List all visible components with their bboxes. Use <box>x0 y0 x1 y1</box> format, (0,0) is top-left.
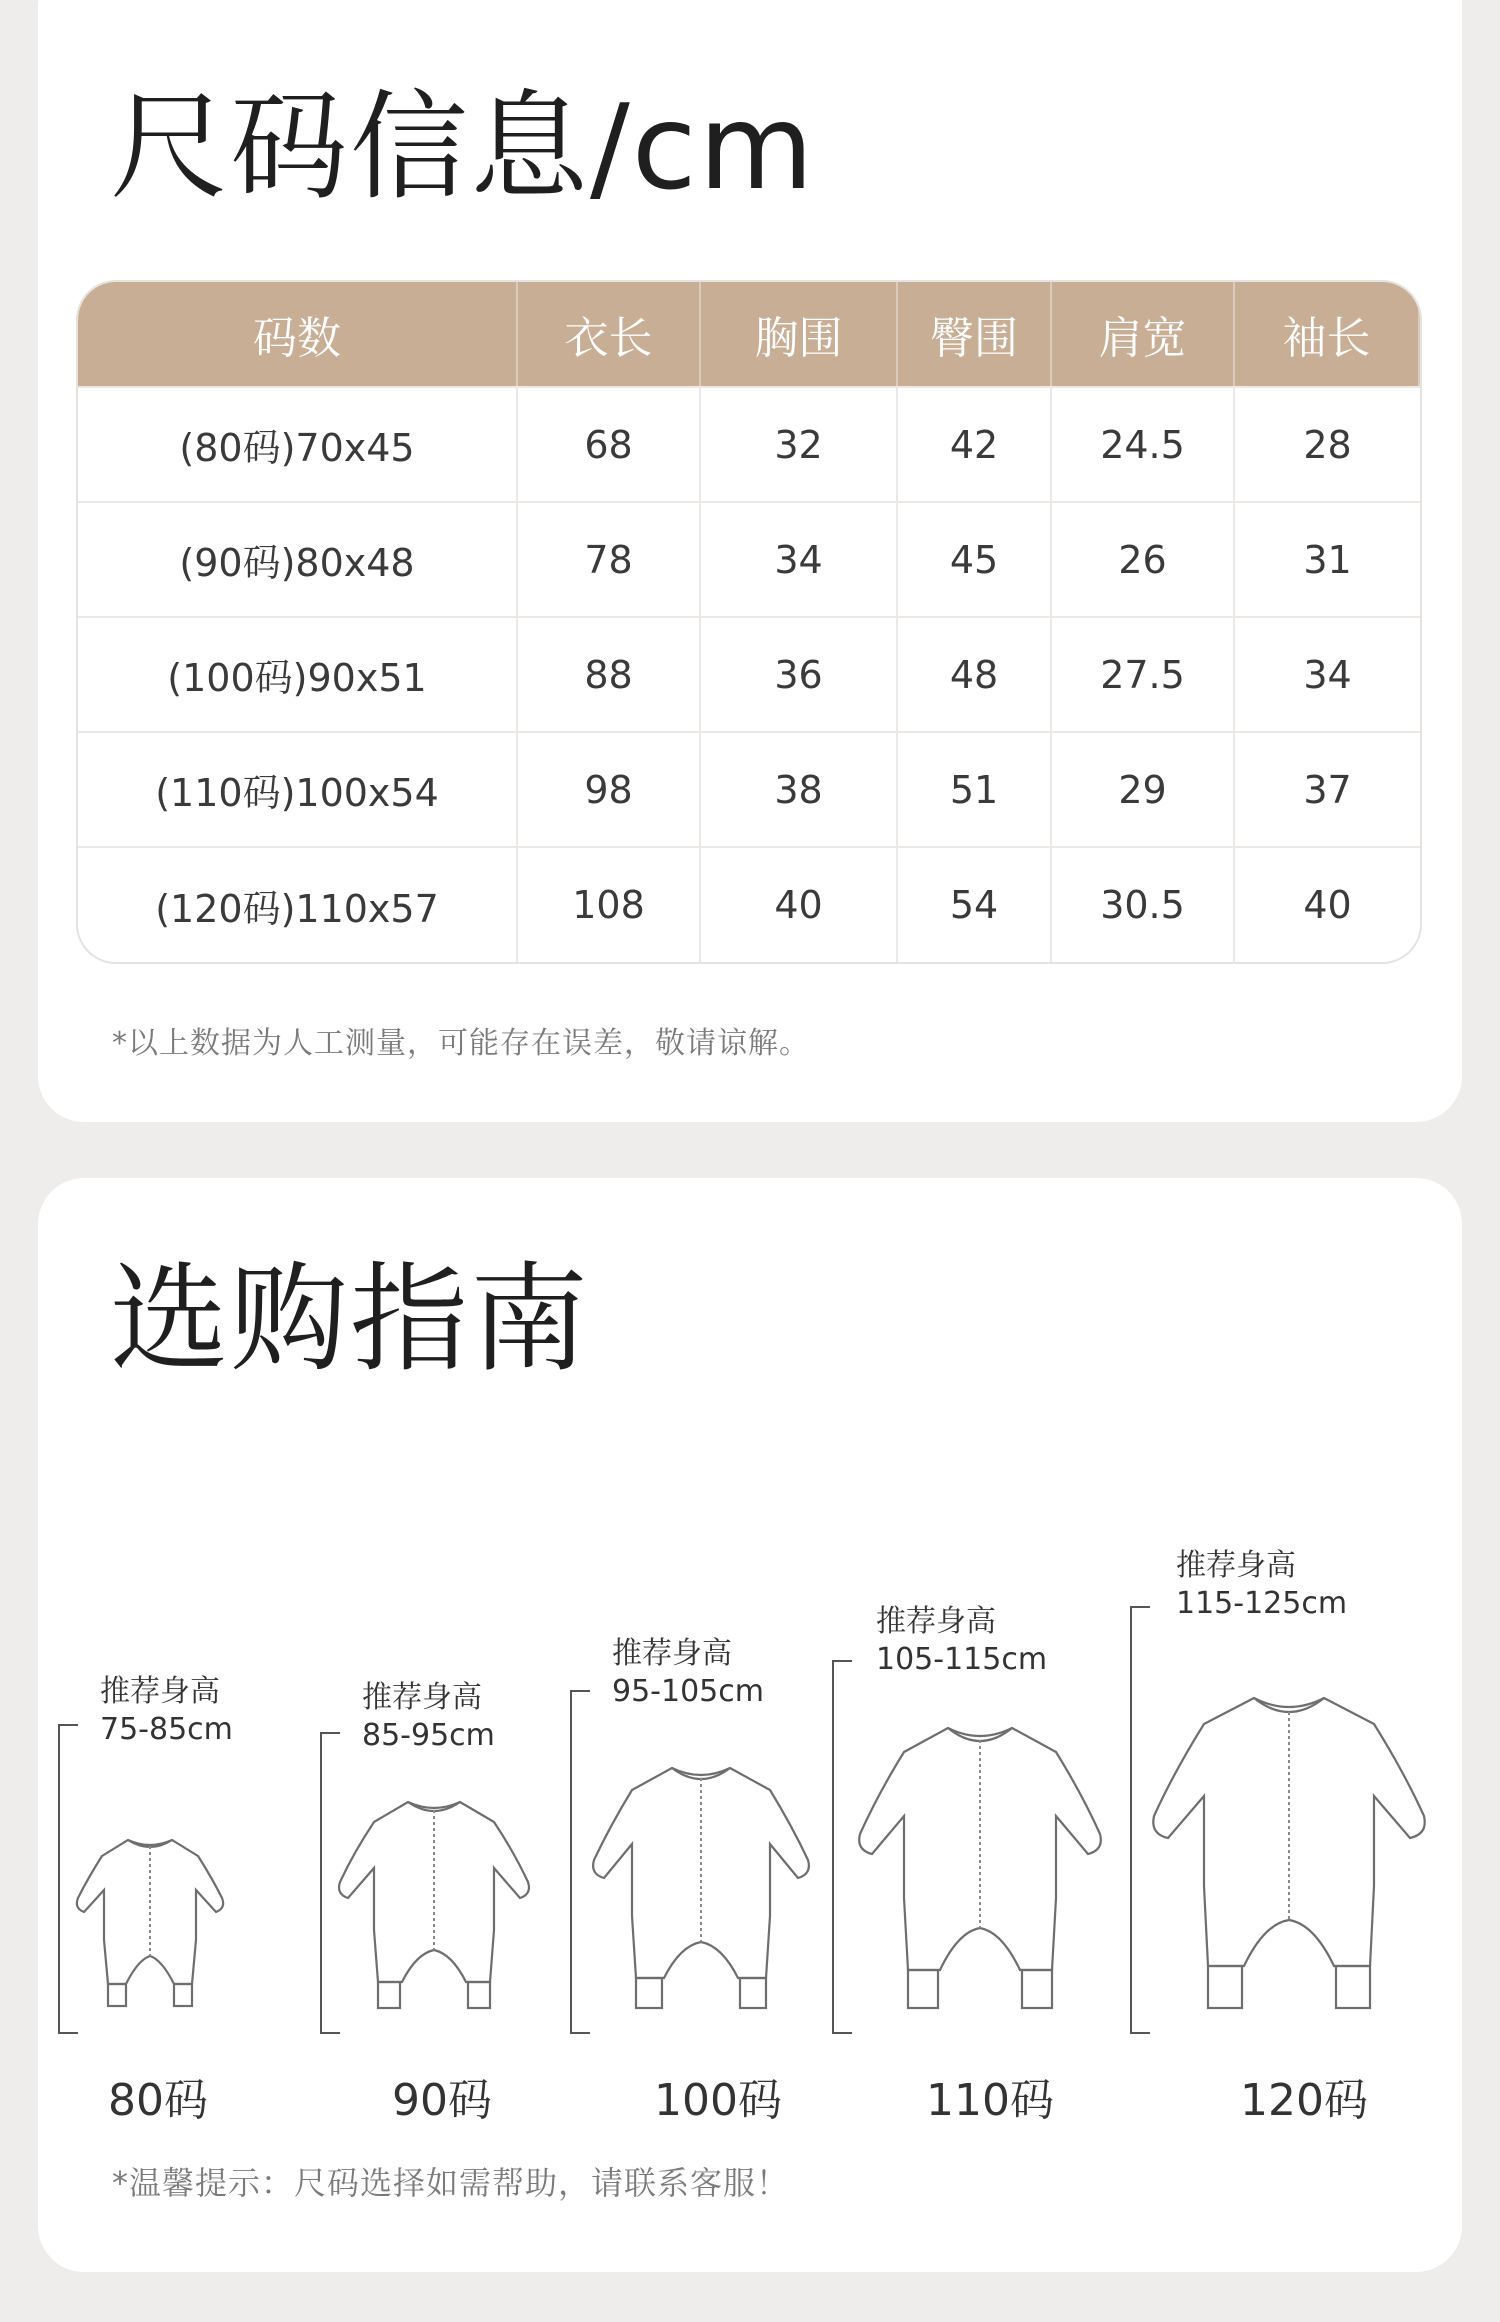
measurement-note: *以上数据为人工测量，可能存在误差，敬请谅解。 <box>112 1026 810 1061</box>
recommended-height-label: 推荐身高 <box>1176 1548 1296 1583</box>
sleepsuit-icon <box>70 1832 230 2012</box>
size-table <box>76 280 1422 964</box>
recommended-height-label: 推荐身高 <box>362 1680 482 1715</box>
header-size: 码数 <box>78 282 518 386</box>
recommended-height-range: 75-85cm <box>100 1712 233 1747</box>
table-cell: 42 <box>898 386 1052 501</box>
size-label-90: 90码 <box>392 2075 492 2126</box>
recommended-height-label: 推荐身高 <box>100 1674 220 1709</box>
table-cell: 32 <box>701 386 898 501</box>
table-cell: 27.5 <box>1052 616 1235 731</box>
table-cell: 40 <box>701 846 898 962</box>
table-cell: (80码)70x45 <box>78 386 518 501</box>
recommended-height-range: 105-115cm <box>876 1642 1048 1677</box>
header-hip: 臀围 <box>898 282 1052 386</box>
table-cell: 51 <box>898 731 1052 846</box>
recommended-height-label: 推荐身高 <box>876 1604 996 1639</box>
table-cell: (90码)80x48 <box>78 501 518 616</box>
table-cell: 30.5 <box>1052 846 1235 962</box>
table-cell: 78 <box>518 501 701 616</box>
size-label-80: 80码 <box>108 2075 208 2126</box>
table-cell: 37 <box>1235 731 1420 846</box>
recommended-height-label: 推荐身高 <box>612 1636 732 1671</box>
buying-guide-title: 选购指南 <box>110 1250 591 1388</box>
table-cell: 68 <box>518 386 701 501</box>
recommended-height-range: 95-105cm <box>612 1674 764 1709</box>
height-bracket <box>832 1660 852 2034</box>
table-cell: 26 <box>1052 501 1235 616</box>
size-help-note: *温馨提示：尺码选择如需帮助，请联系客服！ <box>112 2164 790 2202</box>
sleepsuit-icon <box>850 1720 1110 2016</box>
table-cell: 34 <box>1235 616 1420 731</box>
table-cell: 34 <box>701 501 898 616</box>
header-chest: 胸围 <box>701 282 898 386</box>
header-length: 衣长 <box>518 282 701 386</box>
table-cell: 40 <box>1235 846 1420 962</box>
recommended-height-range: 85-95cm <box>362 1718 495 1753</box>
table-cell: 24.5 <box>1052 386 1235 501</box>
table-cell: 28 <box>1235 386 1420 501</box>
table-cell: 45 <box>898 501 1052 616</box>
header-shoulder: 肩宽 <box>1052 282 1235 386</box>
size-info-title: 尺码信息/cm <box>110 78 816 216</box>
table-cell: (120码)110x57 <box>78 846 518 962</box>
table-cell: 48 <box>898 616 1052 731</box>
header-sleeve: 袖长 <box>1235 282 1420 386</box>
size-label-110: 110码 <box>926 2075 1054 2126</box>
recommended-height-range: 115-125cm <box>1176 1586 1348 1621</box>
size-label-120: 120码 <box>1240 2075 1368 2126</box>
sleepsuit-icon <box>586 1760 816 2016</box>
size-label-100: 100码 <box>654 2075 782 2126</box>
table-cell: (110码)100x54 <box>78 731 518 846</box>
table-cell: 108 <box>518 846 701 962</box>
table-cell: 29 <box>1052 731 1235 846</box>
sleepsuit-icon <box>1144 1690 1434 2016</box>
table-cell: (100码)90x51 <box>78 616 518 731</box>
table-cell: 54 <box>898 846 1052 962</box>
table-cell: 38 <box>701 731 898 846</box>
sleepsuit-icon <box>334 1794 534 2014</box>
table-cell: 31 <box>1235 501 1420 616</box>
table-cell: 88 <box>518 616 701 731</box>
table-cell: 98 <box>518 731 701 846</box>
table-cell: 36 <box>701 616 898 731</box>
